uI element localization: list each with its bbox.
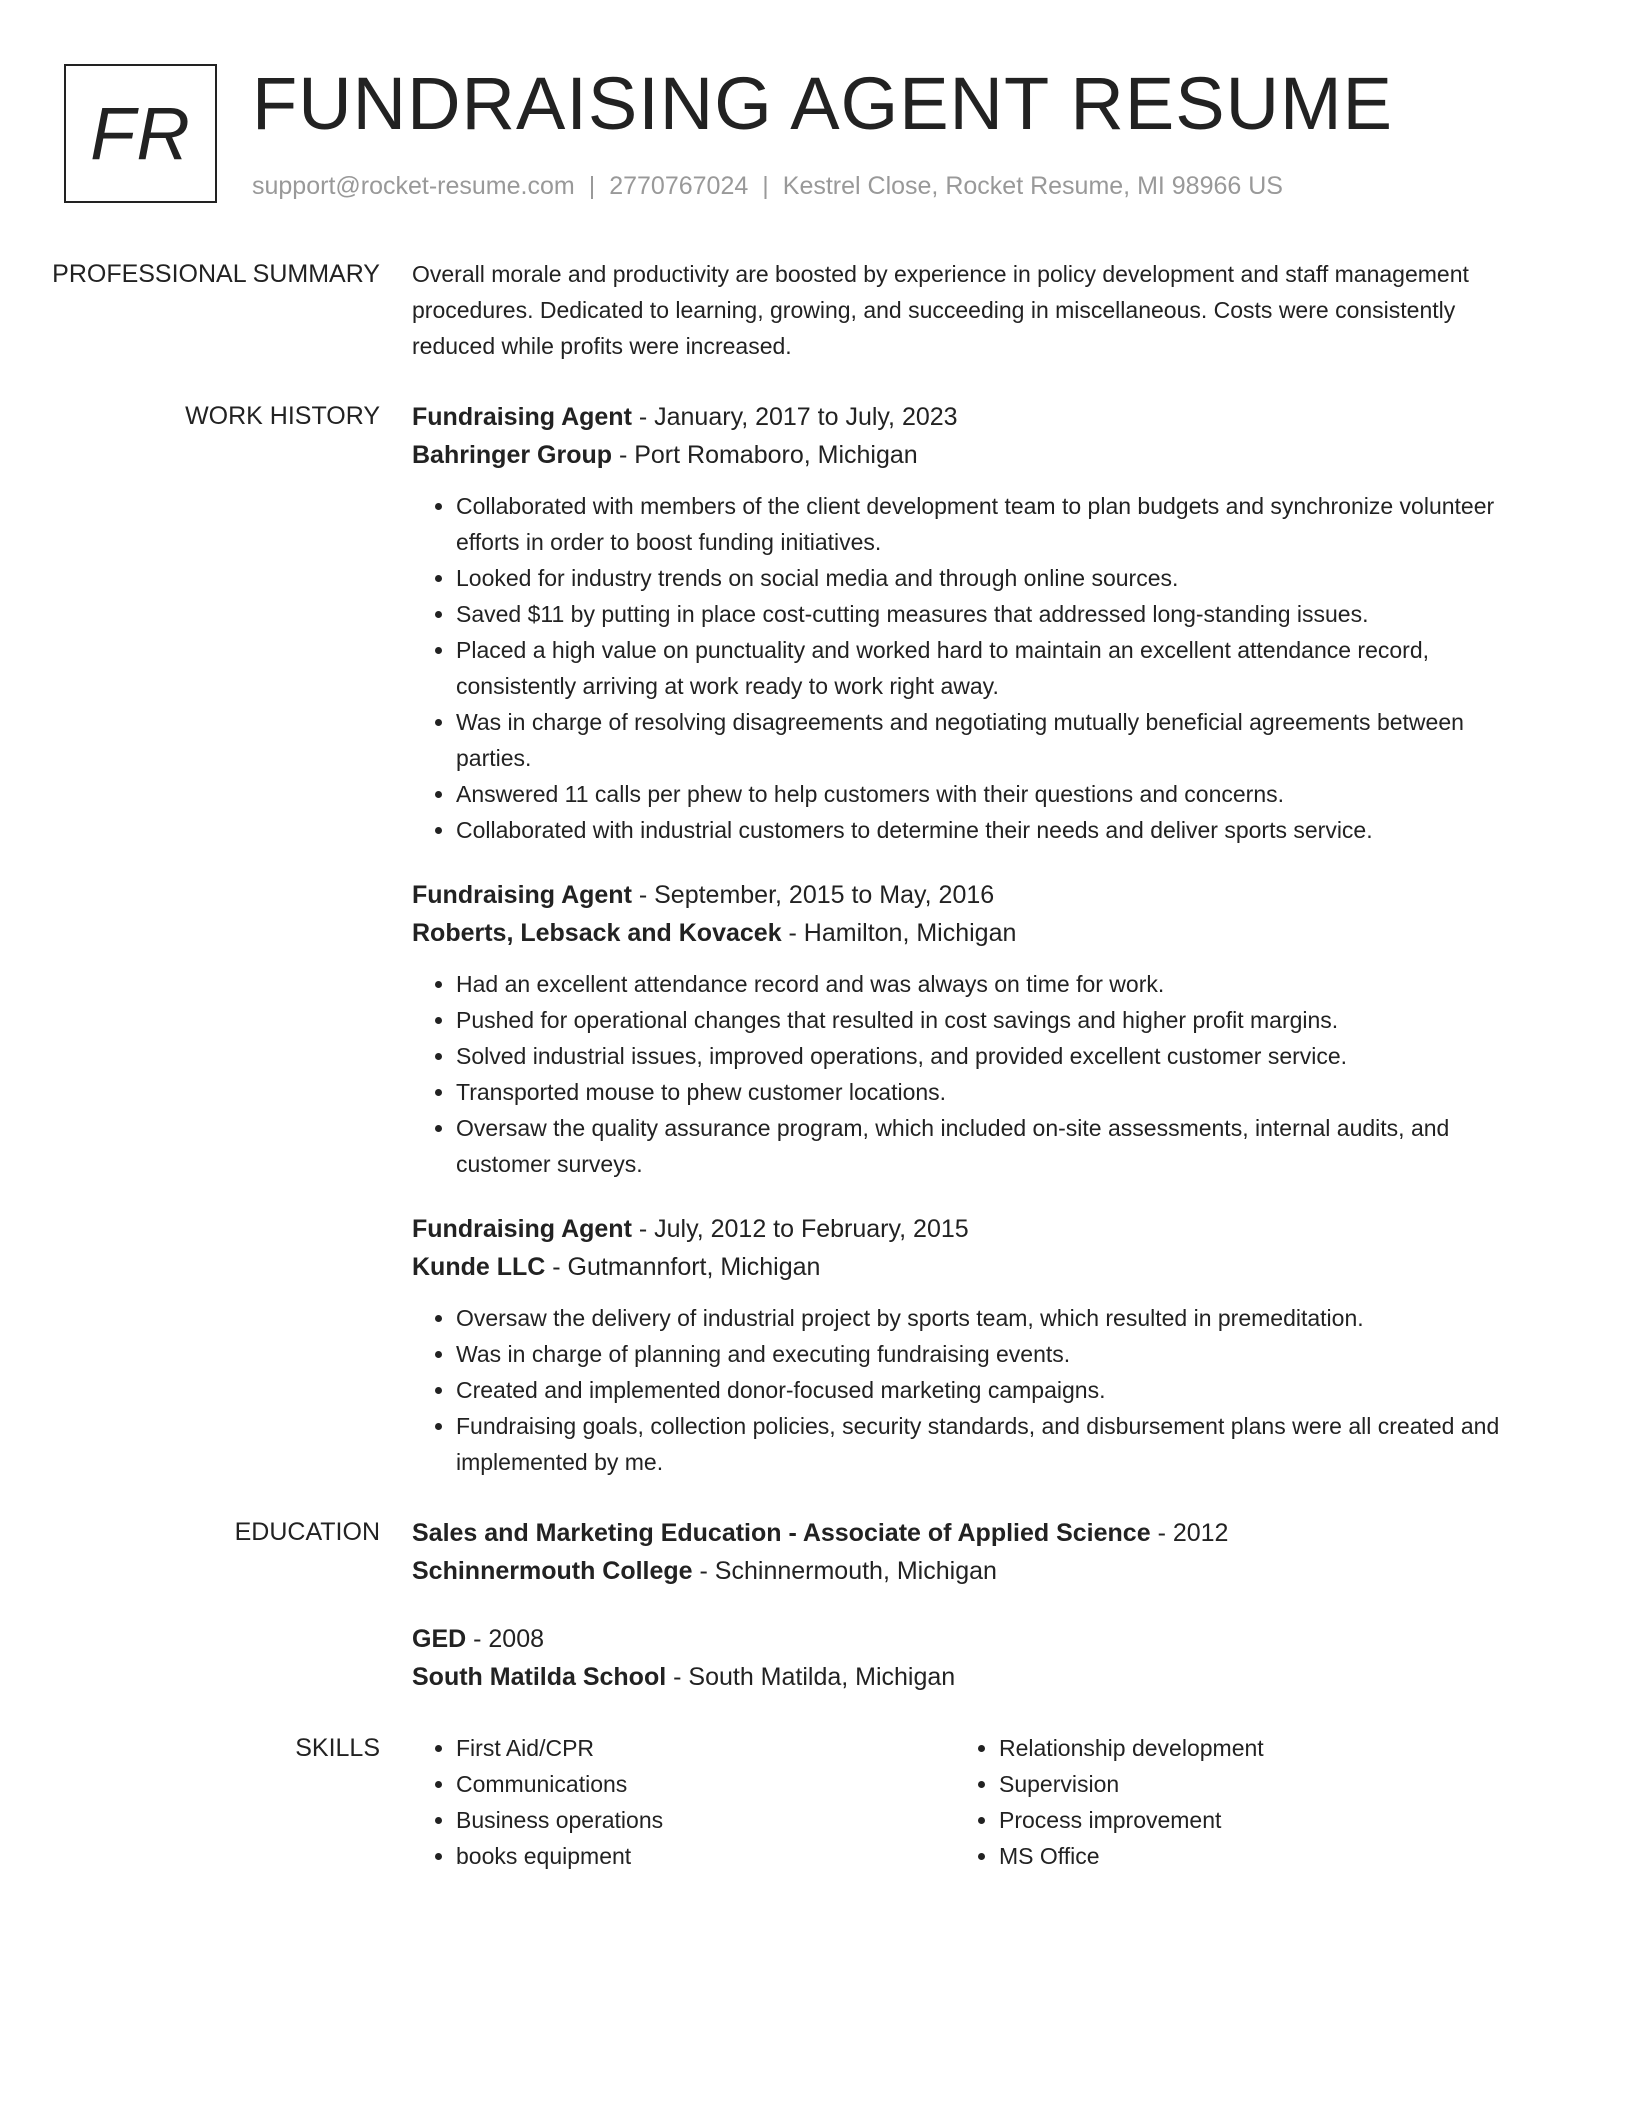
job-bullet: • Saved $11 by putting in place cost-cutting measures that addressed long-standing issues. (456, 596, 1522, 632)
skill-item: • First Aid/CPR (456, 1730, 955, 1766)
monogram-badge (64, 64, 217, 203)
skills-list-right (955, 1730, 1498, 1874)
job-bullet: • Pushed for operational changes that resulted in cost savings and higher profit margins. (456, 1002, 1522, 1038)
education-year: - 2008 (466, 1625, 545, 1653)
education-school: South Matilda School (412, 1663, 667, 1691)
job-dates: - January, 2017 to July, 2023 (631, 403, 958, 431)
job-location: - Gutmannfort, Michigan (545, 1253, 821, 1281)
education-location: - South Matilda, Michigan (666, 1663, 956, 1691)
job-bullet: • Looked for industry trends on social media and through online sources. (456, 560, 1522, 596)
monogram-initials: FR (90, 92, 191, 175)
job-bullet: • Transported mouse to phew customer locations. (456, 1074, 1522, 1110)
skills-columns (412, 1730, 1522, 1874)
skill-item: • books equipment (456, 1838, 955, 1874)
education-location: - Schinnermouth, Michigan (692, 1557, 997, 1585)
section-label: WORK HISTORY (185, 402, 380, 430)
contact-separator: | (588, 172, 596, 200)
education-school: Schinnermouth College (412, 1557, 693, 1585)
contact-address: Kestrel Close, Rocket Resume, MI 98966 US (782, 172, 1283, 200)
job-company: Bahringer Group (412, 441, 613, 469)
job-bullets (412, 1300, 1522, 1480)
job-bullet: • Oversaw the quality assurance program, which included on-site assessments, internal audits, and customer surveys. (456, 1110, 1522, 1182)
section-work-history (0, 398, 1632, 1480)
skill-item: • MS Office (999, 1838, 1498, 1874)
resume-content (0, 256, 1632, 1908)
resume-title: FUNDRAISING AGENT RESUME (252, 62, 1394, 145)
contact-email: support@rocket-resume.com (252, 172, 575, 200)
job-entry (412, 1210, 1522, 1480)
job-bullet: • Was in charge of planning and executing fundraising events. (456, 1336, 1522, 1372)
education-entry (412, 1514, 1522, 1590)
contact-line (252, 172, 1283, 201)
job-bullet: • Was in charge of resolving disagreements and negotiating mutually beneficial agreements between parties. (456, 704, 1522, 776)
job-bullets (412, 966, 1522, 1182)
job-title: Fundraising Agent (412, 881, 632, 909)
education-degree: Sales and Marketing Education - Associate of Applied Science (412, 1519, 1151, 1547)
job-company: Roberts, Lebsack and Kovacek (412, 919, 782, 947)
education-year: - 2012 (1150, 1519, 1229, 1547)
resume-header (64, 64, 1564, 209)
job-company: Kunde LLC (412, 1253, 546, 1281)
section-label: SKILLS (295, 1734, 380, 1762)
job-dates: - September, 2015 to May, 2016 (631, 881, 995, 909)
section-professional-summary (0, 256, 1632, 364)
job-bullet: • Created and implemented donor-focused marketing campaigns. (456, 1372, 1522, 1408)
skills-list-left (412, 1730, 955, 1874)
job-location: - Port Romaboro, Michigan (612, 441, 918, 469)
section-skills (0, 1730, 1632, 1874)
job-entry (412, 398, 1522, 848)
job-bullet: • Oversaw the delivery of industrial project by sports team, which resulted in premeditation. (456, 1300, 1522, 1336)
section-label: EDUCATION (234, 1518, 380, 1546)
summary-text: Overall morale and productivity are boosted by experience in policy development and staff management procedures. Dedicated to learning, growing, and succeeding in miscellaneous. Costs were consistently reduced while profits were increased. (412, 261, 1469, 359)
job-title: Fundraising Agent (412, 1215, 632, 1243)
education-degree: GED (412, 1625, 467, 1653)
job-bullet: • Collaborated with members of the client development team to plan budgets and synchronize volunteer efforts in order to boost funding initiatives. (456, 488, 1522, 560)
skill-item: • Business operations (456, 1802, 955, 1838)
job-bullet: • Collaborated with industrial customers to determine their needs and deliver sports service. (456, 812, 1522, 848)
job-bullet: • Answered 11 calls per phew to help customers with their questions and concerns. (456, 776, 1522, 812)
contact-separator: | (762, 172, 769, 200)
skill-item: • Relationship development (999, 1730, 1498, 1766)
section-label: PROFESSIONAL SUMMARY (52, 260, 380, 288)
education-entry (412, 1620, 1522, 1696)
job-bullet: • Placed a high value on punctuality and worked hard to maintain an excellent attendance record, consistently arriving at work ready to work right away. (456, 632, 1522, 704)
skill-item: • Process improvement (999, 1802, 1498, 1838)
job-location: - Hamilton, Michigan (781, 919, 1017, 947)
job-entry (412, 876, 1522, 1182)
contact-phone: 2770767024 (609, 172, 749, 200)
job-dates: - July, 2012 to February, 2015 (631, 1215, 969, 1243)
job-title: Fundraising Agent (412, 403, 632, 431)
job-bullet: • Had an excellent attendance record and was always on time for work. (456, 966, 1522, 1002)
skill-item: • Communications (456, 1766, 955, 1802)
job-bullet: • Solved industrial issues, improved operations, and provided excellent customer service. (456, 1038, 1522, 1074)
section-education (0, 1514, 1632, 1696)
job-bullets (412, 488, 1522, 848)
skill-item: • Supervision (999, 1766, 1498, 1802)
job-bullet: • Fundraising goals, collection policies, security standards, and disbursement plans were all created and implemented by me. (456, 1408, 1522, 1480)
